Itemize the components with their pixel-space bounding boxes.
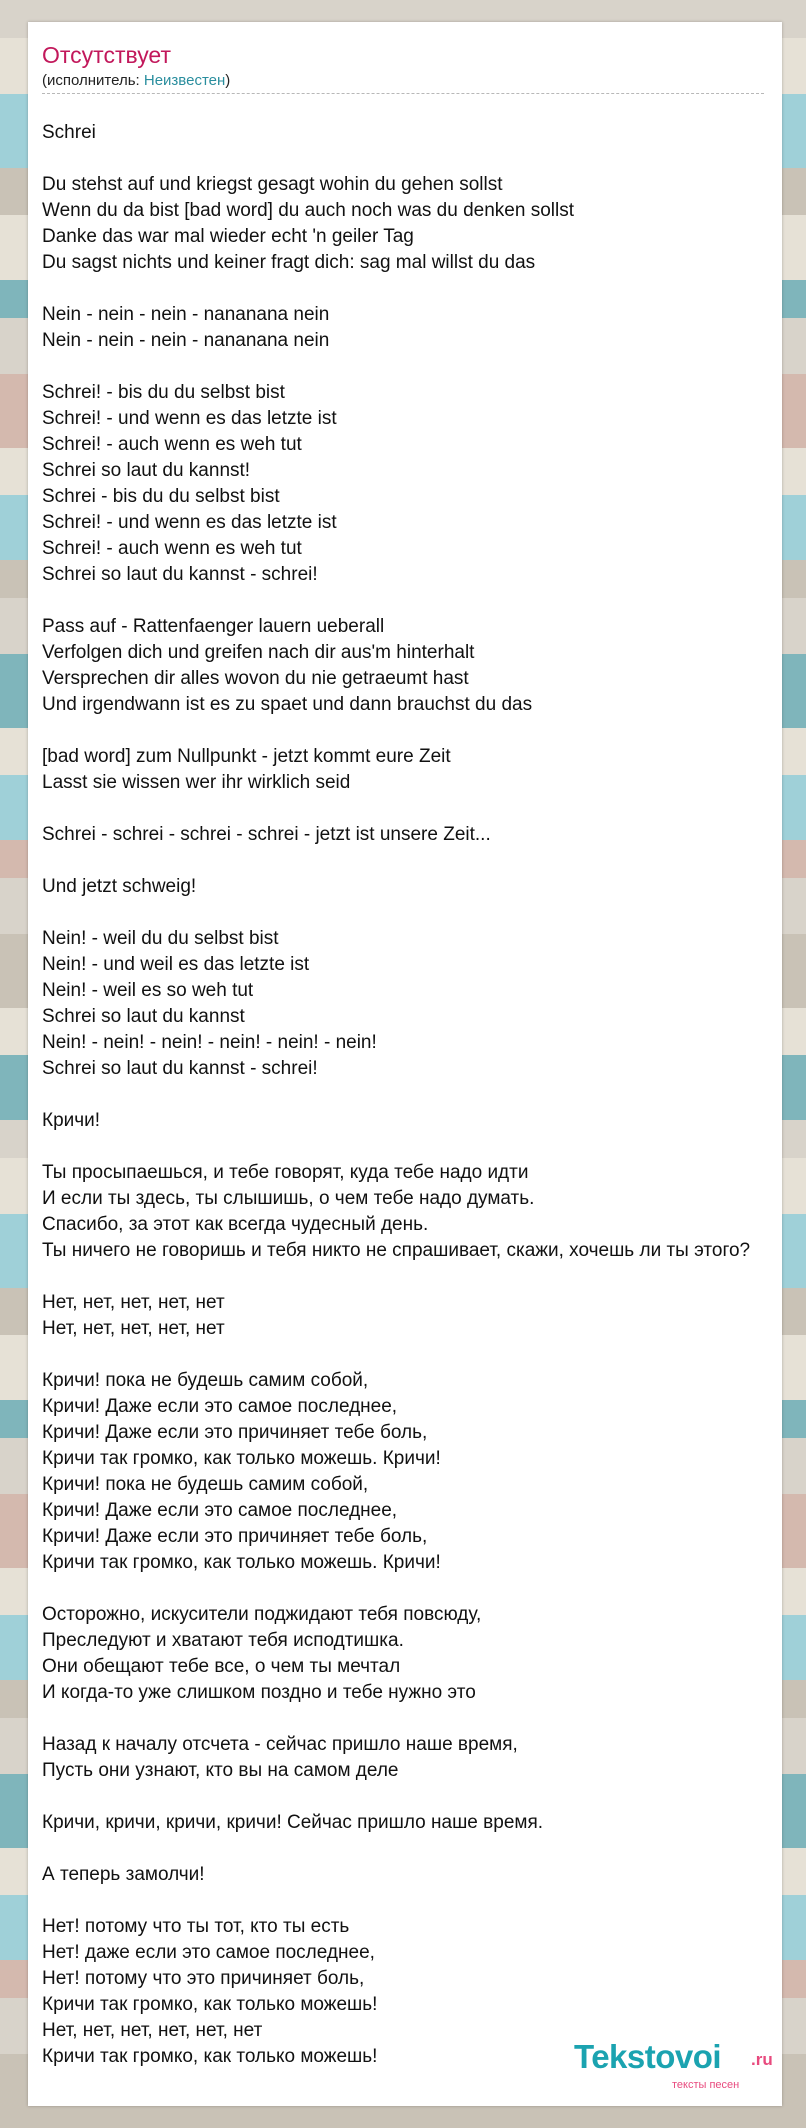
lyric-line: Кричи! Даже если это причиняет тебе боль, (42, 1526, 428, 1547)
lyric-blank-line (42, 146, 782, 172)
lyric-line: Кричи! пока не будешь самим собой, (42, 1474, 369, 1495)
performer-link[interactable]: Неизвестен (143, 72, 226, 89)
lyric-line: Schrei - schrei - schrei - schrei - jetzt ist unsere Zeit... (42, 824, 491, 845)
lyric-line: Нет, нет, нет, нет, нет (42, 1292, 225, 1313)
lyric-line: Кричи так громко, как только можешь. Кричи! (42, 1552, 441, 1573)
lyrics-text (42, 120, 782, 2070)
lyric-line: Кричи! пока не будешь самим собой, (42, 1370, 369, 1391)
lyric-line: Versprechen dir alles wovon du nie getraeumt hast (42, 668, 469, 689)
song-title: Отсутствует (42, 42, 171, 68)
site-logo[interactable] (574, 2038, 774, 2100)
lyric-blank-line (42, 1784, 782, 1810)
lyric-line: Schrei! - und wenn es das letzte ist (42, 512, 337, 533)
lyric-line: Спасибо, за этот как всегда чудесный день. (42, 1214, 429, 1235)
lyric-line: А теперь замолчи! (42, 1864, 205, 1885)
lyric-line: Schrei - bis du du selbst bist (42, 486, 280, 507)
lyric-line: И когда-то уже слишком поздно и тебе нужно это (42, 1682, 476, 1703)
lyric-blank-line (42, 1836, 782, 1862)
lyric-line: Нет! потому что ты тот, кто ты есть (42, 1916, 350, 1937)
lyric-line: Нет! даже если это самое последнее, (42, 1942, 375, 1963)
logo-tagline: тексты песен (672, 2079, 740, 2091)
lyric-line: Schrei! - bis du du selbst bist (42, 382, 285, 403)
lyric-line: Nein - nein - nein - nananana nein (42, 304, 330, 325)
lyric-blank-line (42, 1706, 782, 1732)
lyric-blank-line (42, 276, 782, 302)
lyric-line: Кричи, кричи, кричи, кричи! Сейчас пришло наше время. (42, 1812, 544, 1833)
lyric-line: Кричи! Даже если это самое последнее, (42, 1500, 398, 1521)
lyric-line: И если ты здесь, ты слышишь, о чем тебе надо думать. (42, 1188, 535, 1209)
lyric-line: Schrei so laut du kannst - schrei! (42, 1058, 318, 1079)
lyric-blank-line (42, 1134, 782, 1160)
lyric-line: Нет! потому что это причиняет боль, (42, 1968, 365, 1989)
lyric-line: Кричи! (42, 1110, 101, 1131)
lyric-line: Und jetzt schweig! (42, 876, 197, 897)
lyric-line: Danke das war mal wieder echt 'n geiler Tag (42, 226, 414, 247)
lyric-line: Schrei so laut du kannst! (42, 460, 251, 481)
lyric-line: Пусть они узнают, кто вы на самом деле (42, 1760, 399, 1781)
lyric-line: Verfolgen dich und greifen nach dir aus'm hinterhalt (42, 642, 475, 663)
lyric-line: Нет, нет, нет, нет, нет, нет (42, 2020, 263, 2041)
lyric-line: Schrei! - auch wenn es weh tut (42, 434, 302, 455)
performer-suffix: ) (225, 72, 231, 89)
lyric-blank-line (42, 354, 782, 380)
lyric-line: Wenn du da bist [bad word] du auch noch was du denken sollst (42, 200, 574, 221)
lyric-line: Nein - nein - nein - nananana nein (42, 330, 330, 351)
lyric-line: Schrei so laut du kannst - schrei! (42, 564, 318, 585)
lyric-blank-line (42, 900, 782, 926)
lyric-line: Назад к началу отсчета - сейчас пришло наше время, (42, 1734, 518, 1755)
lyric-line: Они обещают тебе все, о чем ты мечтал (42, 1656, 401, 1677)
lyric-blank-line (42, 796, 782, 822)
lyric-line: [bad word] zum Nullpunkt - jetzt kommt eure Zeit (42, 746, 451, 767)
lyrics-card (28, 22, 782, 2106)
lyric-line: Schrei! - und wenn es das letzte ist (42, 408, 337, 429)
lyric-blank-line (42, 1342, 782, 1368)
lyric-line: Du stehst auf und kriegst gesagt wohin du gehen sollst (42, 174, 503, 195)
lyric-line: Кричи так громко, как только можешь! (42, 1994, 378, 2015)
logo-wordmark: Tekstovoi (574, 2038, 722, 2075)
lyric-line: Schrei (42, 122, 96, 143)
lyric-blank-line (42, 1264, 782, 1290)
lyric-blank-line (42, 588, 782, 614)
lyric-blank-line (42, 1576, 782, 1602)
lyric-line: Нет, нет, нет, нет, нет (42, 1318, 225, 1339)
lyric-line: Schrei! - auch wenn es weh tut (42, 538, 302, 559)
lyric-line: Und irgendwann ist es zu spaet und dann brauchst du das (42, 694, 533, 715)
lyric-line: Кричи так громко, как только можешь. Кричи! (42, 1448, 441, 1469)
lyric-line: Lasst sie wissen wer ihr wirklich seid (42, 772, 351, 793)
lyric-blank-line (42, 1082, 782, 1108)
performer-line (42, 72, 230, 89)
lyric-line: Преследуют и хватают тебя исподтишка. (42, 1630, 404, 1651)
lyric-line: Ты просыпаешься, и тебе говорят, куда тебе надо идти (42, 1162, 529, 1183)
lyric-line: Nein! - nein! - nein! - nein! - nein! - nein! (42, 1032, 377, 1053)
performer-prefix: (исполнитель: (42, 72, 144, 89)
lyric-line: Nein! - weil es so weh tut (42, 980, 254, 1001)
lyric-line: Nein! - weil du du selbst bist (42, 928, 279, 949)
lyric-line: Кричи так громко, как только можешь! (42, 2046, 378, 2067)
header-divider (42, 93, 764, 94)
lyric-line: Schrei so laut du kannst (42, 1006, 245, 1027)
lyric-line: Осторожно, искусители поджидают тебя повсюду, (42, 1604, 482, 1625)
lyric-blank-line (42, 718, 782, 744)
lyric-blank-line (42, 1888, 782, 1914)
lyric-line: Nein! - und weil es das letzte ist (42, 954, 310, 975)
lyric-line: Кричи! Даже если это самое последнее, (42, 1396, 398, 1417)
lyric-line: Du sagst nichts und keiner fragt dich: sag mal willst du das (42, 252, 536, 273)
lyric-blank-line (42, 848, 782, 874)
logo-domain: .ru (751, 2050, 773, 2069)
lyric-line: Pass auf - Rattenfaenger lauern ueberall (42, 616, 385, 637)
lyric-line: Ты ничего не говоришь и тебя никто не спрашивает, скажи, хочешь ли ты этого? (42, 1240, 751, 1261)
lyric-line: Кричи! Даже если это причиняет тебе боль, (42, 1422, 428, 1443)
